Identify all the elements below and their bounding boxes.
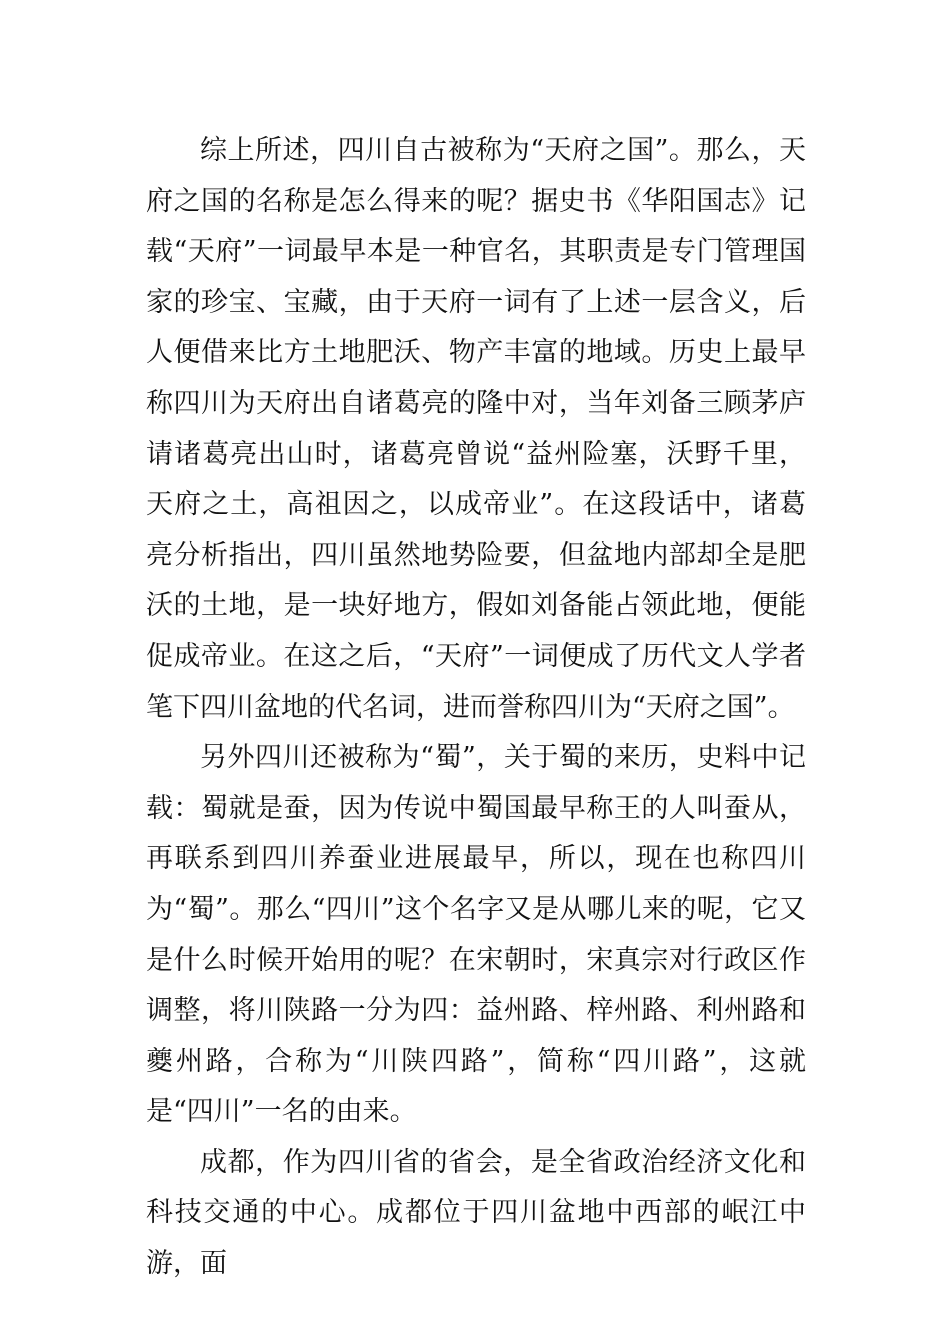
paragraph-tianfu: 综上所述，四川自古被称为“天府之国”。那么，天府之国的名称是怎么得来的呢？据史书《华阳国志》记载“天府”一词最早本是一种官名，其职责是专门管理国家的珍宝、宝藏，由于天府一词有了上述一层含义，后人便借来比方土地肥沃、物产丰富的地域。历史上最早称四川为天府出自诸葛亮的隆中对，当年刘备三顾茅庐请诸葛亮出山时，诸葛亮曾说“益州险塞，沃野千里，天府之土，高祖因之，以成帝业”。在这段话中，诸葛亮分析指出，四川虽然地势险要，但盆地内部却全是肥沃的土地，是一块好地方，假如刘备能占领此地，便能促成帝业。在这之后，“天府”一词便成了历代文人学者笔下四川盆地的代名词，进而誉称四川为“天府之国”。 <box>146 135 806 723</box>
paragraph-shu-origin: 另外四川还被称为“蜀”，关于蜀的来历，史料中记载：蜀就是蚕，因为传说中蜀国最早称王的人叫蚕从，再联系到四川养蚕业进展最早，所以，现在也称四川为“蜀”。那么“四川”这个名字又是从哪儿来的呢，它又是什么时候开始用的呢？在宋朝时，宋真宗对行政区作调整，将川陕路一分为四：益州路、梓州路、利州路和夔州路，合称为“川陕四路”，简称“四川路”，这就是“四川”一名的由来。 <box>146 742 806 1128</box>
paragraph-chengdu: 成都，作为四川省的省会，是全省政治经济文化和科技交通的中心。成都位于四川盆地中西部的岷江中游，面 <box>146 1146 806 1280</box>
body-text <box>146 126 806 1290</box>
